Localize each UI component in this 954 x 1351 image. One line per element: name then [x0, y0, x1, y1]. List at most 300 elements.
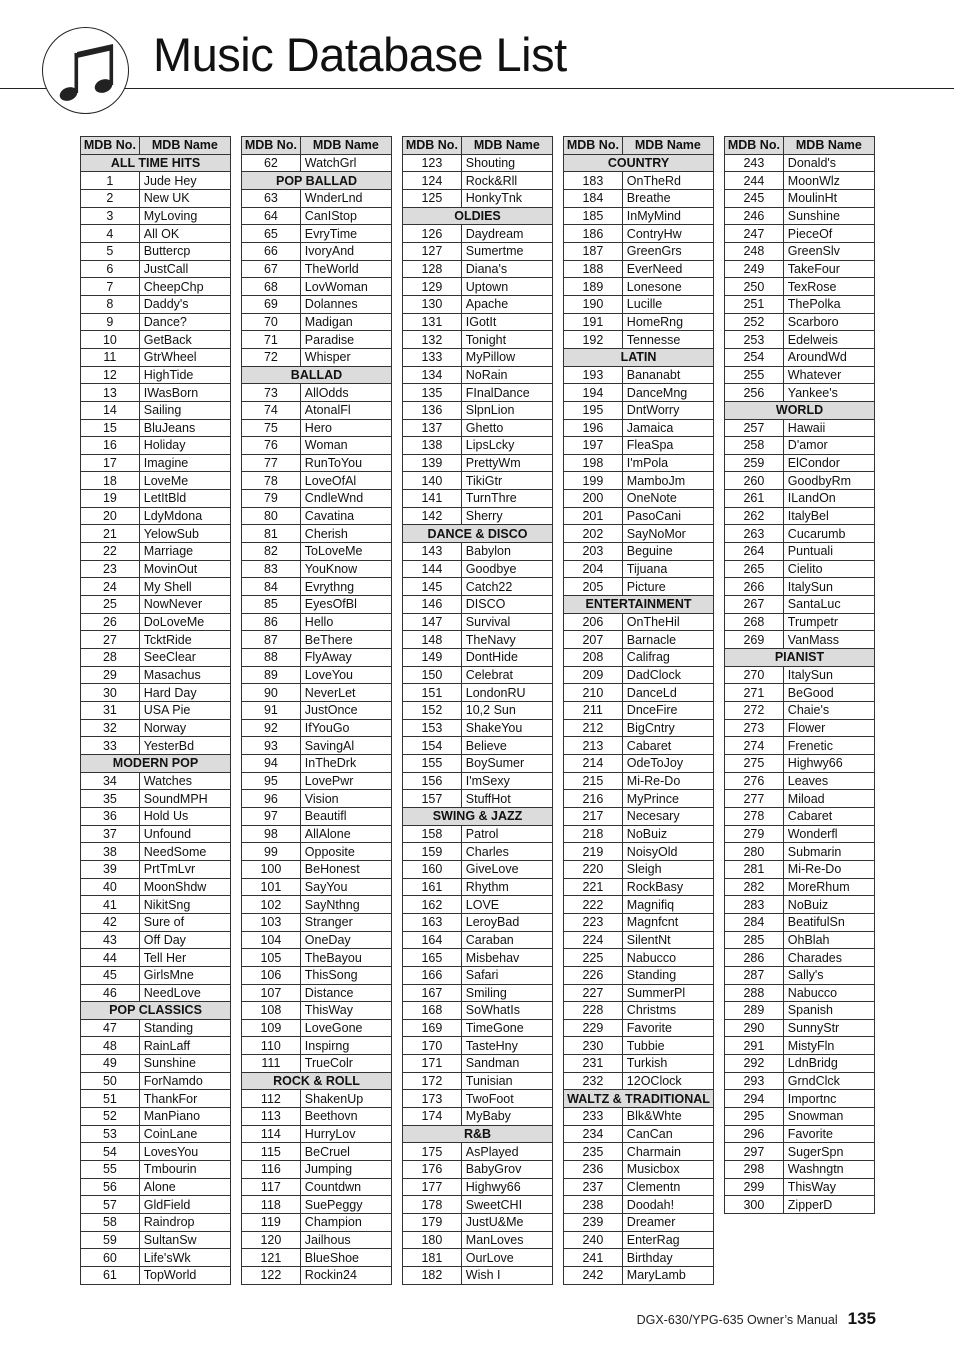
table-row: [564, 560, 714, 578]
table-row: [725, 825, 875, 843]
mdb-name: Birthday: [622, 1249, 713, 1267]
mdb-number: 184: [564, 189, 623, 207]
mdb-number: 282: [725, 878, 784, 896]
table-row: [242, 1231, 392, 1249]
mdb-number: 153: [403, 719, 462, 737]
mdb-name: SlpnLion: [461, 401, 552, 419]
table-row: [242, 596, 392, 614]
category-label: WALTZ & TRADITIONAL: [564, 1090, 714, 1108]
mdb-name: Hero: [300, 419, 391, 437]
table-row: [725, 1002, 875, 1020]
table-row: [242, 278, 392, 296]
mdb-name: ThisSong: [300, 966, 391, 984]
table-row: [403, 1143, 553, 1161]
table-row: [725, 1019, 875, 1037]
mdb-name: BluJeans: [139, 419, 230, 437]
mdb-name: New UK: [139, 189, 230, 207]
mdb-number: 2: [81, 189, 140, 207]
mdb-number: 172: [403, 1072, 462, 1090]
mdb-number: 91: [242, 702, 301, 720]
mdb-name: Beautifl: [300, 807, 391, 825]
table-row: [81, 684, 231, 702]
mdb-name: NoisyOld: [622, 843, 713, 861]
mdb-number: 299: [725, 1178, 784, 1196]
table-row: [564, 331, 714, 349]
table-row: [242, 825, 392, 843]
mdb-name: SoundMPH: [139, 790, 230, 808]
mdb-name: SayYou: [300, 878, 391, 896]
mdb-number: 25: [81, 596, 140, 614]
mdb-number: 227: [564, 984, 623, 1002]
mdb-number: 113: [242, 1108, 301, 1126]
mdb-number: 272: [725, 702, 784, 720]
mdb-name: Smiling: [461, 984, 552, 1002]
mdb-number: 45: [81, 966, 140, 984]
mdb-number: 211: [564, 702, 623, 720]
mdb-name: MoonShdw: [139, 878, 230, 896]
mdb-name: Lonesone: [622, 278, 713, 296]
mdb-name: Rock&Rll: [461, 172, 552, 190]
mdb-number: 163: [403, 913, 462, 931]
mdb-name: Cavatina: [300, 507, 391, 525]
table-row: [81, 613, 231, 631]
table-row: [81, 913, 231, 931]
mdb-number: 265: [725, 560, 784, 578]
category-row: [564, 348, 714, 366]
mdb-number: 215: [564, 772, 623, 790]
mdb-name: BigCntry: [622, 719, 713, 737]
table-row: [564, 189, 714, 207]
mdb-number: 188: [564, 260, 623, 278]
table-row: [725, 543, 875, 561]
mdb-number: 148: [403, 631, 462, 649]
mdb-name: Lucille: [622, 295, 713, 313]
table-row: [564, 260, 714, 278]
category-label: ENTERTAINMENT: [564, 596, 714, 614]
mdb-name: MaryLamb: [622, 1267, 713, 1285]
table-row: [81, 189, 231, 207]
mdb-name: Apache: [461, 295, 552, 313]
mdb-name: Beethovn: [300, 1108, 391, 1126]
table-row: [403, 331, 553, 349]
mdb-name: Norway: [139, 719, 230, 737]
mdb-table-column: [402, 136, 553, 1285]
mdb-number: 147: [403, 613, 462, 631]
mdb-number: 180: [403, 1231, 462, 1249]
table-row: [725, 1178, 875, 1196]
table-row: [242, 1037, 392, 1055]
table-row: [242, 295, 392, 313]
mdb-name: TheBayou: [300, 949, 391, 967]
table-row: [564, 525, 714, 543]
header-mdb-name: MDB Name: [300, 137, 391, 155]
mdb-name: Whisper: [300, 348, 391, 366]
mdb-name: LoveYou: [300, 666, 391, 684]
table-row: [725, 1108, 875, 1126]
mdb-number: 27: [81, 631, 140, 649]
mdb-number: 17: [81, 454, 140, 472]
mdb-number: 136: [403, 401, 462, 419]
mdb-number: 36: [81, 807, 140, 825]
mdb-number: 262: [725, 507, 784, 525]
table-row: [403, 1108, 553, 1126]
mdb-number: 67: [242, 260, 301, 278]
table-row: [403, 384, 553, 402]
table-row: [564, 931, 714, 949]
mdb-number: 42: [81, 913, 140, 931]
table-row: [403, 1214, 553, 1232]
table-row: [725, 525, 875, 543]
mdb-name: Tubbie: [622, 1037, 713, 1055]
mdb-number: 103: [242, 913, 301, 931]
table-row: [81, 878, 231, 896]
mdb-name: Stranger: [300, 913, 391, 931]
mdb-table-column: [724, 136, 875, 1214]
mdb-name: Uptown: [461, 278, 552, 296]
mdb-name: SuePeggy: [300, 1196, 391, 1214]
mdb-number: 99: [242, 843, 301, 861]
mdb-number: 190: [564, 295, 623, 313]
table-row: [564, 366, 714, 384]
table-row: [564, 737, 714, 755]
mdb-name: ShakenUp: [300, 1090, 391, 1108]
mdb-number: 40: [81, 878, 140, 896]
mdb-number: 111: [242, 1055, 301, 1073]
mdb-name: Survival: [461, 613, 552, 631]
mdb-number: 229: [564, 1019, 623, 1037]
table-row: [242, 1267, 392, 1285]
mdb-number: 110: [242, 1037, 301, 1055]
mdb-name: ForNamdo: [139, 1072, 230, 1090]
table-row: [242, 490, 392, 508]
mdb-number: 224: [564, 931, 623, 949]
mdb-number: 296: [725, 1125, 784, 1143]
table-row: [81, 896, 231, 914]
table-row: [81, 1267, 231, 1285]
mdb-number: 76: [242, 437, 301, 455]
mdb-name: GrndClck: [783, 1072, 874, 1090]
mdb-name: Standing: [622, 966, 713, 984]
mdb-number: 41: [81, 896, 140, 914]
mdb-name: Wonderfl: [783, 825, 874, 843]
table-row: [242, 578, 392, 596]
table-row: [81, 1072, 231, 1090]
mdb-name: Donald's: [783, 154, 874, 172]
mdb-name: Jumping: [300, 1161, 391, 1179]
mdb-number: 100: [242, 860, 301, 878]
mdb-number: 115: [242, 1143, 301, 1161]
mdb-name: 12OClock: [622, 1072, 713, 1090]
mdb-name: SweetCHI: [461, 1196, 552, 1214]
mdb-number: 247: [725, 225, 784, 243]
mdb-name: WatchGrl: [300, 154, 391, 172]
table-row: [403, 366, 553, 384]
mdb-name: ZipperD: [783, 1196, 874, 1214]
mdb-number: 170: [403, 1037, 462, 1055]
mdb-number: 171: [403, 1055, 462, 1073]
category-label: ALL TIME HITS: [81, 154, 231, 172]
mdb-name: Nabucco: [783, 984, 874, 1002]
table-row: [403, 966, 553, 984]
mdb-name: Paradise: [300, 331, 391, 349]
mdb-number: 157: [403, 790, 462, 808]
mdb-number: 48: [81, 1037, 140, 1055]
mdb-name: Evrythng: [300, 578, 391, 596]
table-row: [564, 613, 714, 631]
mdb-number: 32: [81, 719, 140, 737]
mdb-number: 276: [725, 772, 784, 790]
mdb-name: ThisWay: [783, 1178, 874, 1196]
mdb-name: MistyFln: [783, 1037, 874, 1055]
mdb-name: TcktRide: [139, 631, 230, 649]
table-row: [564, 313, 714, 331]
mdb-name: BlueShoe: [300, 1249, 391, 1267]
mdb-number: 275: [725, 754, 784, 772]
mdb-number: 77: [242, 454, 301, 472]
mdb-number: 127: [403, 242, 462, 260]
mdb-number: 287: [725, 966, 784, 984]
mdb-name: Edelweis: [783, 331, 874, 349]
mdb-name: Watches: [139, 772, 230, 790]
mdb-number: 105: [242, 949, 301, 967]
mdb-number: 73: [242, 384, 301, 402]
mdb-number: 117: [242, 1178, 301, 1196]
mdb-name: Tmbourin: [139, 1161, 230, 1179]
table-row: [403, 490, 553, 508]
mdb-number: 12: [81, 366, 140, 384]
table-header-row: [81, 137, 231, 155]
mdb-name: CheepChp: [139, 278, 230, 296]
mdb-name: Countdwn: [300, 1178, 391, 1196]
table-row: [403, 613, 553, 631]
mdb-number: 149: [403, 649, 462, 667]
mdb-name: NeverLet: [300, 684, 391, 702]
mdb-name: FleaSpa: [622, 437, 713, 455]
mdb-number: 69: [242, 295, 301, 313]
category-row: [403, 525, 553, 543]
mdb-number: 156: [403, 772, 462, 790]
mdb-name: Standing: [139, 1019, 230, 1037]
mdb-name: Magnifiq: [622, 896, 713, 914]
table-row: [564, 666, 714, 684]
table-row: [564, 1019, 714, 1037]
category-row: [81, 1002, 231, 1020]
table-row: [564, 1037, 714, 1055]
table-row: [242, 454, 392, 472]
mdb-number: 212: [564, 719, 623, 737]
mdb-name: HonkyTnk: [461, 189, 552, 207]
mdb-number: 297: [725, 1143, 784, 1161]
mdb-number: 281: [725, 860, 784, 878]
table-row: [725, 507, 875, 525]
mdb-name: PasoCani: [622, 507, 713, 525]
table-row: [81, 596, 231, 614]
table-row: [725, 1143, 875, 1161]
mdb-number: 189: [564, 278, 623, 296]
table-row: [403, 1090, 553, 1108]
mdb-number: 131: [403, 313, 462, 331]
mdb-name: ItalySun: [783, 578, 874, 596]
mdb-name: Sherry: [461, 507, 552, 525]
mdb-number: 263: [725, 525, 784, 543]
mdb-name: SummerPl: [622, 984, 713, 1002]
table-row: [564, 1267, 714, 1285]
mdb-number: 37: [81, 825, 140, 843]
table-row: [725, 189, 875, 207]
mdb-name: Musicbox: [622, 1161, 713, 1179]
table-row: [81, 384, 231, 402]
mdb-name: SavingAl: [300, 737, 391, 755]
table-row: [81, 1178, 231, 1196]
mdb-number: 162: [403, 896, 462, 914]
table-row: [564, 966, 714, 984]
table-row: [242, 1090, 392, 1108]
mdb-number: 233: [564, 1108, 623, 1126]
table-row: [81, 172, 231, 190]
mdb-name: JustOnce: [300, 702, 391, 720]
table-row: [725, 1090, 875, 1108]
mdb-number: 123: [403, 154, 462, 172]
mdb-name: Hold Us: [139, 807, 230, 825]
category-label: BALLAD: [242, 366, 392, 384]
mdb-number: 24: [81, 578, 140, 596]
mdb-number: 209: [564, 666, 623, 684]
mdb-number: 248: [725, 242, 784, 260]
mdb-name: OnTheHil: [622, 613, 713, 631]
table-row: [564, 401, 714, 419]
mdb-number: 44: [81, 949, 140, 967]
mdb-name: FlyAway: [300, 649, 391, 667]
mdb-name: Mi-Re-Do: [783, 860, 874, 878]
mdb-name: Whatever: [783, 366, 874, 384]
mdb-number: 138: [403, 437, 462, 455]
mdb-name: Mi-Re-Do: [622, 772, 713, 790]
category-row: [242, 1072, 392, 1090]
table-row: [403, 949, 553, 967]
table-row: [242, 896, 392, 914]
mdb-number: 256: [725, 384, 784, 402]
mdb-name: TurnThre: [461, 490, 552, 508]
category-row: [564, 1090, 714, 1108]
category-row: [81, 754, 231, 772]
mdb-number: 261: [725, 490, 784, 508]
mdb-number: 159: [403, 843, 462, 861]
table-row: [564, 913, 714, 931]
mdb-number: 129: [403, 278, 462, 296]
mdb-number: 4: [81, 225, 140, 243]
mdb-number: 70: [242, 313, 301, 331]
mdb-name: Dolannes: [300, 295, 391, 313]
table-row: [242, 207, 392, 225]
mdb-number: 160: [403, 860, 462, 878]
table-row: [242, 807, 392, 825]
mdb-number: 241: [564, 1249, 623, 1267]
table-row: [725, 578, 875, 596]
mdb-name: Nabucco: [622, 949, 713, 967]
table-row: [242, 913, 392, 931]
mdb-name: Yankee's: [783, 384, 874, 402]
header-mdb-no: MDB No.: [725, 137, 784, 155]
mdb-number: 104: [242, 931, 301, 949]
table-row: [725, 1161, 875, 1179]
table-row: [725, 278, 875, 296]
mdb-name: Cherish: [300, 525, 391, 543]
mdb-number: 125: [403, 189, 462, 207]
mdb-number: 137: [403, 419, 462, 437]
table-row: [242, 401, 392, 419]
table-row: [725, 225, 875, 243]
mdb-number: 185: [564, 207, 623, 225]
mdb-number: 128: [403, 260, 462, 278]
mdb-number: 155: [403, 754, 462, 772]
mdb-number: 71: [242, 331, 301, 349]
table-row: [725, 242, 875, 260]
mdb-name: Miload: [783, 790, 874, 808]
category-label: WORLD: [725, 401, 875, 419]
table-row: [242, 949, 392, 967]
table-row: [564, 790, 714, 808]
mdb-name: GreenSlv: [783, 242, 874, 260]
table-row: [725, 1037, 875, 1055]
mdb-name: Dreamer: [622, 1214, 713, 1232]
mdb-number: 199: [564, 472, 623, 490]
table-row: [242, 666, 392, 684]
table-row: [725, 437, 875, 455]
table-row: [81, 207, 231, 225]
table-row: [403, 313, 553, 331]
table-row: [725, 807, 875, 825]
mdb-name: Catch22: [461, 578, 552, 596]
category-label: PIANIST: [725, 649, 875, 667]
mdb-number: 65: [242, 225, 301, 243]
mdb-name: EverNeed: [622, 260, 713, 278]
category-row: [403, 207, 553, 225]
table-row: [403, 507, 553, 525]
mdb-number: 94: [242, 754, 301, 772]
mdb-name: ThePolka: [783, 295, 874, 313]
mdb-number: 29: [81, 666, 140, 684]
table-row: [564, 984, 714, 1002]
mdb-number: 196: [564, 419, 623, 437]
category-row: [725, 401, 875, 419]
mdb-name: FInalDance: [461, 384, 552, 402]
mdb-name: InTheDrk: [300, 754, 391, 772]
table-row: [242, 719, 392, 737]
mdb-table-column: [241, 136, 392, 1285]
table-row: [242, 772, 392, 790]
mdb-number: 220: [564, 860, 623, 878]
mdb-number: 252: [725, 313, 784, 331]
mdb-number: 112: [242, 1090, 301, 1108]
table-row: [81, 1019, 231, 1037]
mdb-number: 33: [81, 737, 140, 755]
mdb-table-column: [80, 136, 231, 1285]
mdb-name: MovinOut: [139, 560, 230, 578]
table-row: [242, 1019, 392, 1037]
mdb-number: 217: [564, 807, 623, 825]
table-row: [403, 189, 553, 207]
table-row: [725, 913, 875, 931]
mdb-number: 168: [403, 1002, 462, 1020]
table-row: [403, 860, 553, 878]
mdb-number: 116: [242, 1161, 301, 1179]
mdb-number: 85: [242, 596, 301, 614]
mdb-name: Rhythm: [461, 878, 552, 896]
table-row: [81, 401, 231, 419]
mdb-number: 22: [81, 543, 140, 561]
mdb-number: 270: [725, 666, 784, 684]
mdb-name: Charades: [783, 949, 874, 967]
